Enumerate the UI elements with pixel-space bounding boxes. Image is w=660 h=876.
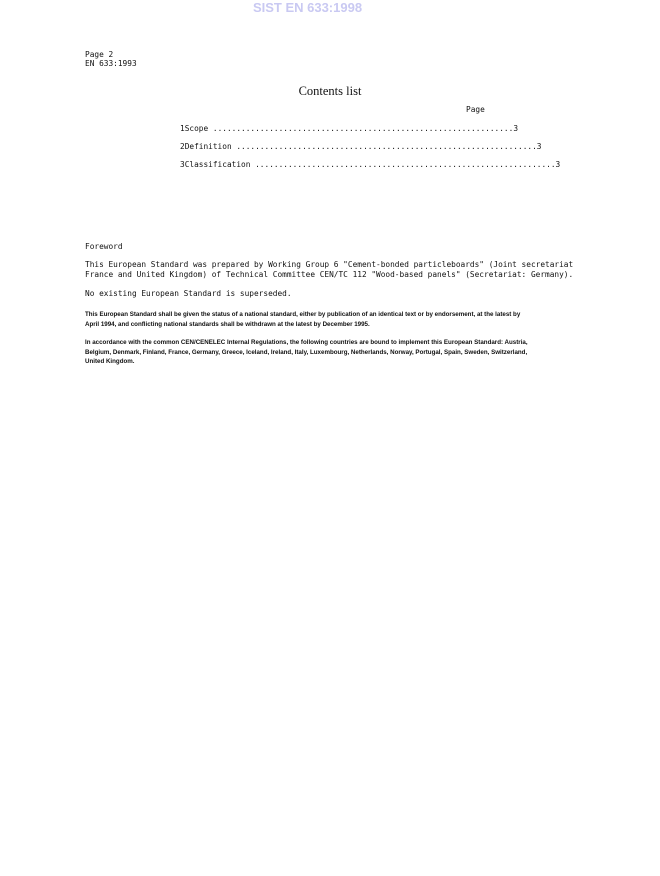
countries-line: In accordance with the common CEN/CENELEC Internal Regulations, the following countries are bound to implement this European Standard: Austria, xyxy=(85,339,528,346)
page-number: Page 2 xyxy=(85,50,114,59)
toc-item[interactable]: 3 Classification ................................................................ 3 xyxy=(180,160,561,169)
toc-item[interactable]: 2 Definition ................................................................ 3 xyxy=(180,142,542,151)
status-line: This European Standard shall be given the status of a national standard, either by publication of an identical text or by endorsement, at the latest by xyxy=(85,311,521,318)
toc-page-header: Page xyxy=(466,105,485,114)
contents-title: Contents list xyxy=(298,84,362,98)
countries-line: United Kingdom. xyxy=(85,358,135,365)
document-id: EN 633:1993 xyxy=(85,59,137,68)
watermark: SIST EN 633:1998 xyxy=(252,0,363,15)
foreword-paragraph-line: France and United Kingdom) of Technical Committee CEN/TC 112 "Wood-based panels" (Secretariat: Germany). xyxy=(85,270,574,279)
countries-line: Belgium, Denmark, Finland, France, Germany, Greece, Iceland, Ireland, Italy, Luxembourg, Netherlands, Norway, Portugal, Spain, Sweden, Switzerland, xyxy=(85,349,528,356)
foreword-paragraph-line: This European Standard was prepared by Working Group 6 "Cement-bonded particleboards" (Joint secretariat xyxy=(85,260,574,269)
status-line: April 1994, and conflicting national standards shall be withdrawn at the latest by December 1995. xyxy=(85,321,370,328)
supersede-note: No existing European Standard is superseded. xyxy=(85,289,292,298)
toc-item[interactable]: 1 Scope ................................................................ 3 xyxy=(180,124,519,133)
foreword-heading: Foreword xyxy=(85,242,123,251)
